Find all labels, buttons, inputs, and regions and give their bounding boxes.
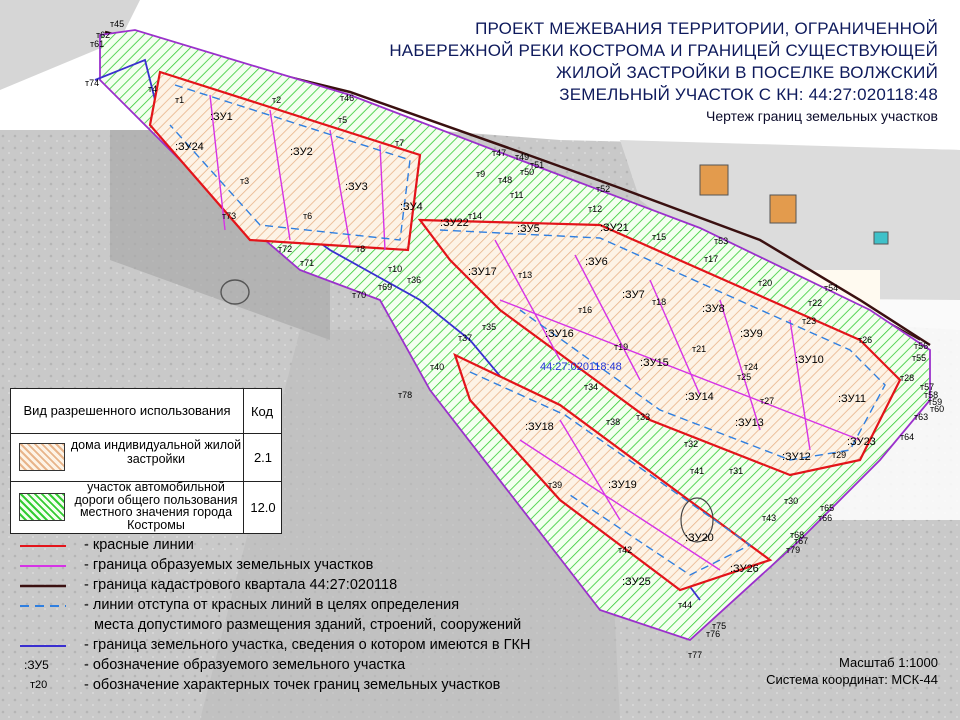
point-label: т1 bbox=[175, 95, 185, 105]
point-label: т75 bbox=[712, 621, 727, 631]
point-label: т39 bbox=[548, 480, 563, 490]
point-label: т28 bbox=[900, 373, 915, 383]
parcel-label: :ЗУ6 bbox=[585, 256, 608, 268]
parcel-label: :ЗУ2 bbox=[290, 146, 313, 158]
point-label: т76 bbox=[706, 629, 721, 639]
point-label: т37 bbox=[458, 333, 473, 343]
parcel-label: :ЗУ24 bbox=[175, 141, 204, 153]
point-label: т42 bbox=[618, 545, 633, 555]
point-label: т32 bbox=[684, 439, 699, 449]
parcel-label: :ЗУ12 bbox=[782, 451, 811, 463]
point-label: т5 bbox=[338, 115, 348, 125]
map-subtitle: Чертеж границ земельных участков bbox=[705, 108, 938, 124]
table-row bbox=[11, 481, 281, 533]
red-line-icon bbox=[14, 537, 70, 555]
table-row bbox=[11, 433, 281, 482]
map-title bbox=[378, 18, 938, 124]
point-label: т11 bbox=[510, 190, 524, 200]
table-row-label: дома индивидуальной жилой застройки bbox=[70, 438, 242, 466]
parcel-label: :ЗУ21 bbox=[600, 222, 629, 234]
table-row-label: участок автомобильной дороги общего пользования местного значения города Костромы bbox=[74, 480, 238, 532]
parcel-label: :ЗУ23 bbox=[847, 436, 876, 448]
parcel-label-symbol: :ЗУ5 bbox=[24, 658, 49, 672]
point-label: т24 bbox=[744, 362, 759, 372]
table-header-use: Вид разрешенного использования bbox=[11, 389, 244, 434]
parcel-label: :ЗУ18 bbox=[525, 421, 554, 433]
point-label: т38 bbox=[606, 417, 621, 427]
parcel-label: :ЗУ19 bbox=[608, 479, 637, 491]
magenta-line-icon bbox=[14, 557, 70, 575]
point-label: т44 bbox=[678, 600, 693, 610]
legend-text: - линии отступа от красных линий в целях определения bbox=[84, 597, 460, 613]
point-label: т15 bbox=[652, 232, 667, 242]
point-label: т8 bbox=[356, 244, 366, 254]
parcel-label: :ЗУ10 bbox=[795, 354, 824, 366]
point-label: т25 bbox=[737, 372, 752, 382]
cadastral-number-label: 44:27:020118:48 bbox=[540, 361, 622, 373]
point-label: т72 bbox=[278, 244, 293, 254]
blue-dashed-line-icon bbox=[14, 597, 70, 615]
title-line: НАБЕРЕЖНОЙ РЕКИ КОСТРОМА И ГРАНИЦЕЙ СУЩЕСТВУЮЩЕЙ bbox=[389, 41, 938, 60]
parcel-label: :ЗУ14 bbox=[685, 391, 714, 403]
parcel-label: :ЗУ8 bbox=[702, 303, 725, 315]
point-label: т50 bbox=[520, 167, 535, 177]
point-label: т56 bbox=[914, 341, 929, 351]
point-label: т45 bbox=[110, 19, 125, 29]
point-label: т34 bbox=[584, 382, 599, 392]
point-label: т33 bbox=[636, 412, 651, 422]
point-label: т26 bbox=[858, 335, 873, 345]
legend-text: - граница образуемых земельных участков bbox=[84, 557, 374, 573]
point-label: т60 bbox=[930, 404, 945, 414]
point-label: т21 bbox=[692, 344, 707, 354]
parcel-label: :ЗУ13 bbox=[735, 417, 764, 429]
point-label: т55 bbox=[912, 353, 927, 363]
parcel-label: :ЗУ7 bbox=[622, 289, 645, 301]
point-label: т48 bbox=[498, 175, 513, 185]
point-label: т51 bbox=[530, 160, 545, 170]
point-label: т54 bbox=[824, 283, 839, 293]
legend-text: - обозначение характерных точек границ земельных участков bbox=[84, 677, 501, 693]
coordinate-system-text: Система координат: МСК-44 bbox=[766, 672, 938, 687]
parcel-label: :ЗУ17 bbox=[468, 266, 497, 278]
point-label: т18 bbox=[652, 297, 667, 307]
point-label: т70 bbox=[352, 290, 367, 300]
parcel-label: :ЗУ16 bbox=[545, 328, 574, 340]
point-label: т19 bbox=[614, 342, 629, 352]
parcel-label: :ЗУ1 bbox=[210, 111, 233, 123]
point-label: т79 bbox=[786, 545, 801, 555]
road-swatch bbox=[19, 493, 65, 521]
legend-text: - граница земельного участка, сведения о котором имеются в ГКН bbox=[84, 637, 531, 653]
parcel-label: :ЗУ9 bbox=[740, 328, 763, 340]
parcel-label: :ЗУ20 bbox=[685, 532, 714, 544]
point-label: т17 bbox=[704, 254, 719, 264]
point-label: т36 bbox=[407, 275, 422, 285]
legend-text: - обозначение образуемого земельного участка bbox=[84, 657, 406, 673]
point-label: т13 bbox=[518, 270, 533, 280]
permitted-use-table bbox=[10, 388, 282, 534]
parcel-label: :ЗУ26 bbox=[730, 563, 759, 575]
point-label: т29 bbox=[832, 450, 847, 460]
parcel-label: :ЗУ4 bbox=[400, 201, 423, 213]
title-line: ЗЕМЕЛЬНЫЙ УЧАСТОК С КН: 44:27:020118:48 bbox=[559, 85, 938, 104]
scale-text: Масштаб 1:1000 bbox=[839, 655, 938, 670]
point-label: т12 bbox=[588, 204, 603, 214]
point-label: т6 bbox=[303, 211, 313, 221]
parcel-label: :ЗУ15 bbox=[640, 357, 669, 369]
point-label: т52 bbox=[596, 184, 611, 194]
table-row-code: 12.0 bbox=[243, 481, 282, 533]
point-label: т49 bbox=[515, 152, 530, 162]
parcel-label: :ЗУ11 bbox=[838, 393, 866, 405]
point-label: т61 bbox=[90, 39, 105, 49]
point-label: т9 bbox=[476, 169, 486, 179]
point-label: т63 bbox=[914, 412, 929, 422]
point-label: т77 bbox=[688, 650, 703, 660]
point-label: т40 bbox=[430, 362, 445, 372]
point-label: т2 bbox=[272, 95, 282, 105]
point-label: т30 bbox=[784, 496, 799, 506]
point-label: т10 bbox=[388, 264, 403, 274]
legend-text: - красные линии bbox=[84, 537, 194, 553]
point-label: т74 bbox=[85, 78, 100, 88]
point-label: т14 bbox=[468, 211, 483, 221]
title-line: ПРОЕКТ МЕЖЕВАНИЯ ТЕРРИТОРИИ, ОГРАНИЧЕННОЙ bbox=[475, 19, 938, 38]
point-label: т58 bbox=[924, 390, 939, 400]
blue-line-icon bbox=[14, 637, 70, 655]
table-row-code: 2.1 bbox=[243, 433, 282, 481]
point-label: т23 bbox=[802, 316, 817, 326]
point-label: т7 bbox=[395, 138, 405, 148]
point-label: т57 bbox=[920, 382, 935, 392]
parcel-label: :ЗУ25 bbox=[622, 576, 651, 588]
point-label: т43 bbox=[762, 513, 777, 523]
point-label: т65 bbox=[820, 503, 835, 513]
table-header-code: Код bbox=[243, 389, 281, 434]
parcel-label: :ЗУ5 bbox=[517, 223, 540, 235]
point-label: т16 bbox=[578, 305, 593, 315]
point-label: т31 bbox=[729, 466, 744, 476]
point-label: т3 bbox=[240, 176, 250, 186]
point-label: т71 bbox=[300, 258, 315, 268]
point-label: т22 bbox=[808, 298, 823, 308]
point-label: т66 bbox=[818, 513, 833, 523]
title-line: ЖИЛОЙ ЗАСТРОЙКИ В ПОСЕЛКЕ ВОЛЖСКИЙ bbox=[556, 63, 938, 82]
point-label: т78 bbox=[398, 390, 413, 400]
point-label: т41 bbox=[690, 466, 705, 476]
parcel-label: :ЗУ22 bbox=[440, 217, 469, 229]
parcel-label: :ЗУ3 bbox=[345, 181, 368, 193]
point-label: т4 bbox=[148, 84, 158, 94]
point-label: т59 bbox=[928, 397, 943, 407]
point-label: т27 bbox=[760, 396, 775, 406]
point-label: т53 bbox=[714, 236, 729, 246]
scale-info bbox=[766, 654, 938, 688]
point-label: т67 bbox=[794, 536, 809, 546]
point-label: т64 bbox=[900, 432, 915, 442]
legend-text: - граница кадастрового квартала 44:27:020118 bbox=[84, 577, 398, 593]
point-label: т62 bbox=[96, 30, 111, 40]
point-label: т68 bbox=[790, 530, 805, 540]
point-label: т20 bbox=[758, 278, 773, 288]
point-label: т46 bbox=[340, 93, 355, 103]
point-label: т35 bbox=[482, 322, 497, 332]
point-label: т47 bbox=[492, 148, 507, 158]
point-label: т73 bbox=[222, 211, 237, 221]
residential-swatch bbox=[19, 443, 65, 471]
brown-line-icon bbox=[14, 577, 70, 595]
point-label: т69 bbox=[378, 282, 393, 292]
point-label-symbol: т20 bbox=[30, 679, 48, 691]
legend-text: места допустимого размещения зданий, строений, сооружений bbox=[94, 617, 522, 633]
